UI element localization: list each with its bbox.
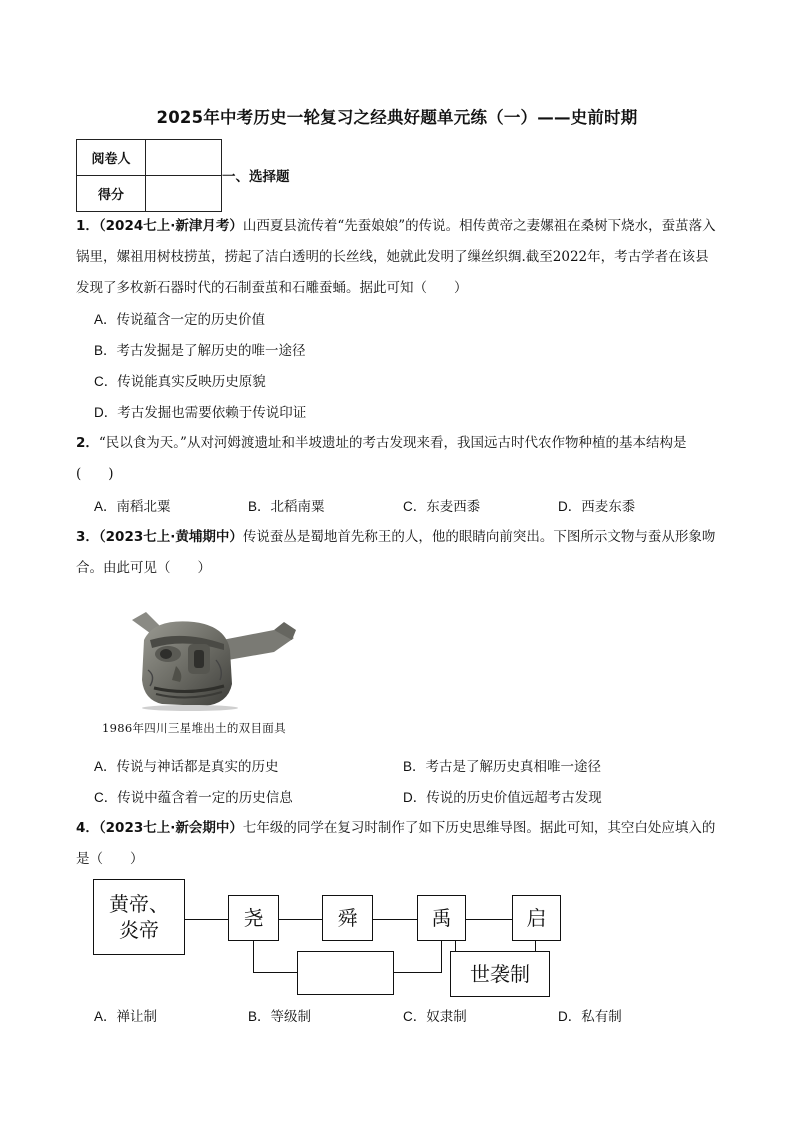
question-source: （2023七上·黄埔期中） bbox=[98, 529, 243, 545]
node-qi: 启 bbox=[512, 895, 561, 941]
question-number: 3． bbox=[76, 529, 99, 545]
question-source: （2023七上·新会期中） bbox=[98, 820, 243, 836]
q2-option-d[interactable]: D．西麦东黍 bbox=[558, 499, 636, 515]
node-huangdi-yandi: 黄帝、 炎帝 bbox=[93, 879, 185, 955]
connector-line bbox=[455, 941, 456, 951]
q4-option-a[interactable]: A．禅让制 bbox=[94, 1009, 158, 1025]
node-shun: 舜 bbox=[322, 895, 373, 941]
q1-option-b[interactable]: B．考古发掘是了解历史的唯一途径 bbox=[94, 343, 306, 359]
connector-line bbox=[253, 972, 297, 973]
q3-option-d[interactable]: D．传说的历史价值远超考古发现 bbox=[403, 790, 602, 806]
question-3-stem bbox=[76, 522, 720, 584]
question-text: 山西夏县流传着“先蚕娘娘”的传说。相传黄帝之妻嫘祖在桑树下烧水，蚕茧落入锅里，嫘祖用树枝捞茧，捞起了洁白透明的长丝线，她就此发明了缫丝织绸.截至2022年，考古学者在该县发现了多枚新石器时代的石制蚕茧和石雕蚕蛹。据此可知（ ） bbox=[76, 218, 716, 296]
question-text: 七年级的同学在复习时制作了如下历史思维导图。据此可知，其空白处应填入的是（ ） bbox=[76, 820, 716, 867]
connector-line bbox=[372, 919, 418, 920]
score-label: 得分 bbox=[77, 176, 146, 212]
reviewer-blank bbox=[146, 140, 222, 176]
connector-line bbox=[184, 919, 228, 920]
q3-option-b[interactable]: B．考古是了解历史真相唯一途径 bbox=[403, 759, 602, 775]
connector-line bbox=[535, 941, 536, 951]
question-2-stem bbox=[76, 428, 720, 490]
question-number: 1． bbox=[76, 218, 99, 234]
score-table bbox=[76, 139, 222, 212]
reviewer-label: 阅卷人 bbox=[77, 140, 146, 176]
image-caption: 1986年四川三星堆出土的双目面具 bbox=[102, 721, 286, 735]
q4-option-b[interactable]: B．等级制 bbox=[248, 1009, 312, 1025]
q3-option-c[interactable]: C．传说中蕴含着一定的历史信息 bbox=[94, 790, 293, 806]
mind-map-diagram bbox=[93, 879, 563, 999]
bronze-mask-image bbox=[124, 600, 300, 712]
q1-option-a[interactable]: A．传说蕴含一定的历史价值 bbox=[94, 312, 266, 328]
node-yao: 尧 bbox=[228, 895, 279, 941]
q2-option-c[interactable]: C．东麦西黍 bbox=[403, 499, 481, 515]
question-source: （2024七上·新津月考） bbox=[98, 218, 243, 234]
page-title: 2025年中考历史一轮复习之经典好题单元练（一）——史前时期 bbox=[156, 108, 638, 127]
q4-option-d[interactable]: D．私有制 bbox=[558, 1009, 622, 1025]
node-hereditary: 世袭制 bbox=[450, 951, 550, 997]
q3-option-a[interactable]: A．传说与神话都是真实的历史 bbox=[94, 759, 279, 775]
question-number: 2． bbox=[76, 435, 99, 451]
connector-line bbox=[393, 972, 442, 973]
q2-option-a[interactable]: A．南稻北粟 bbox=[94, 499, 171, 515]
node-yu: 禹 bbox=[417, 895, 466, 941]
connector-line bbox=[465, 919, 513, 920]
question-4-stem bbox=[76, 813, 720, 875]
q1-option-d[interactable]: D．考古发掘也需要依赖于传说印证 bbox=[94, 405, 307, 421]
question-1-stem bbox=[76, 211, 720, 304]
node-blank bbox=[297, 951, 394, 995]
connector-line bbox=[253, 941, 254, 972]
question-text: “民以食为天。”从对河姆渡遗址和半坡遗址的考古发现来看，我国远古时代农作物种植的基本结构是( ) bbox=[76, 435, 687, 482]
q4-option-c[interactable]: C．奴隶制 bbox=[403, 1009, 467, 1025]
q1-option-c[interactable]: C．传说能真实反映历史原貌 bbox=[94, 374, 266, 390]
section-heading: 一、选择题 bbox=[222, 169, 290, 185]
score-blank bbox=[146, 176, 222, 212]
connector-line bbox=[278, 919, 322, 920]
q2-option-b[interactable]: B．北稻南粟 bbox=[248, 499, 325, 515]
connector-line bbox=[441, 941, 442, 972]
question-text: 传说蚕丛是蜀地首先称王的人，他的眼睛向前突出。下图所示文物与蚕从形象吻合。由此可见（ ） bbox=[76, 529, 716, 576]
question-number: 4． bbox=[76, 820, 99, 836]
